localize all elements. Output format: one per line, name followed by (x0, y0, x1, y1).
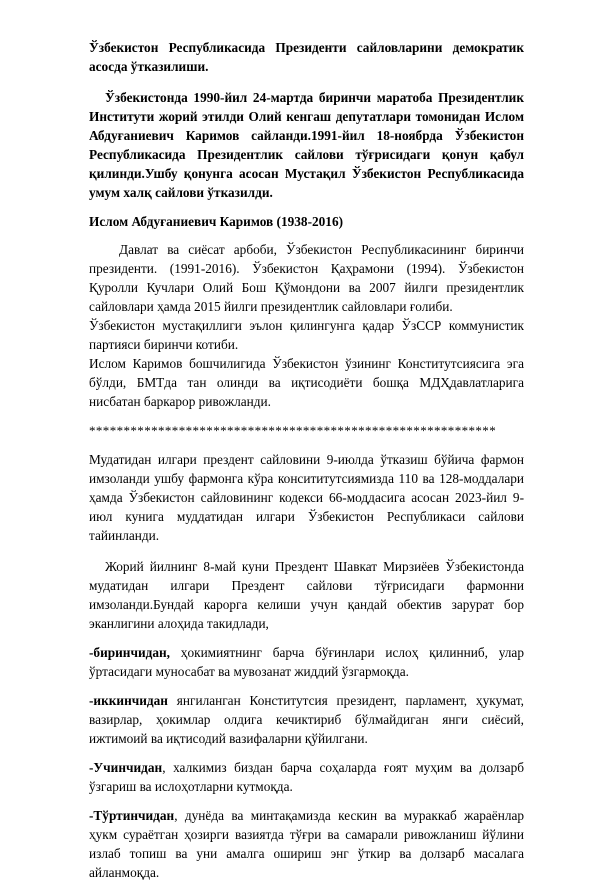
biography-line: Ўзбекистон мустақиллиги эълон қилингунга қадар ЎзССР коммунистик партияси биринчи котиби. (89, 318, 524, 352)
reason-lead: -биринчидан, (89, 645, 170, 660)
biography-block (89, 240, 524, 411)
reason-lead: -Тўртинчидан (89, 808, 175, 823)
separator: *********************************************************** (89, 423, 497, 438)
decree-paragraph: Жорий йилнинг 8-май куни Прездент Шавкат Мирзиёев Ўзбекистонда мудатидан илгари Прездент сайлови тўғрисидаги фармонни имзоланди.Бундай карорга келиши учун қандай обектив зарурат бор эканлигини алоҳида такидлади, (89, 559, 524, 631)
reason-item (89, 643, 524, 681)
reason-text: , дунёда ва минтақамизда кескин ва мураккаб жараёнлар ҳукм сураётган ҳозирги вазиятда тўғри ва самарали ривожланиш йўлини излаб топиш ва уни амалга ошириш энг ўткир ва долзарб масалага айланмоқда. (89, 808, 524, 880)
reason-item (89, 691, 524, 748)
reason-text: ҳокимиятнинг барча бўғинлари ислоҳ қилинниб, улар ўртасидаги муносабат ва мувозанат жиддий ўзгармоқда. (89, 645, 524, 679)
document-heading: Ўзбекистон Республикасида Президенти сайловларини демократик асосда ўтказилиши. (89, 40, 524, 74)
reason-lead: -Учинчидан (89, 760, 163, 775)
reason-text: , халкимиз биздан барча соҳаларда ғоят муҳим ва долзарб ўзгариш ва ислоҳотларни кутмоқда. (89, 760, 524, 794)
biography-line: Давлат ва сиёсат арбоби, Ўзбекистон Республикасининг биринчи президенти. (1991-2016). Ўзбекистон Қаҳрамони (1994). Ўзбекистон Қуролли Кучлари Олий Бош Қўмондони ва 2007 йилги президентлик сайловлари ҳамда 2015 йилги президентлик сайловлари ғолиби. (89, 242, 524, 314)
biography-line: Ислом Каримов бошчилигида Ўзбекистон ўзининг Конститутсиясига эга бўлди, БМТда тан олинди ва иқтисодиёти бошқа МДҲдавлатларига нисбатан баркарор ривожланди. (89, 356, 524, 409)
document-page (89, 38, 524, 882)
reason-text: янгиланган Конститутсия президент, парламент, ҳукумат, вазирлар, ҳокимлар олдига кечиктириб бўлмайдиган янги сиёсий, ижтимоий ва иқтисодий вазифаларни қўйилгани. (89, 693, 524, 746)
reason-item (89, 758, 524, 796)
reason-item (89, 806, 524, 882)
person-heading: Ислом Абдуғаниевич Каримов (1938-2016) (89, 214, 344, 229)
term-paragraph: Мудатидан илгари прездент сайловини 9-июлда ўтказиш бўйича фармон имзоланди ушбу фармонга кўра консититутсиямизда 110 ва 128-моддалари ҳамда Ўзбекистон сайловининг кодекси 66-моддасига асосан 2023-йил 9-июл кунига муддатидан илгари Ўзбекистон Республикаси сайлови тайинланди. (89, 452, 524, 543)
intro-paragraph: Ўзбекистонда 1990-йил 24-мартда биринчи маратоба Президентлик Институти жорий этилди Олий кенгаш депутатлари томонидан Ислом Абдуғаниевич Каримов сайланди.1991-йил 18-ноябрда Ўзбекистон Республикасида Президентлик сайлови тўғрисидаги қонун қабул қилинди.Ушбу қонунга асосан Мустақил Ўзбекистон Республикасида умум халқ сайлови ўтказилди. (89, 90, 524, 200)
reason-lead: -иккинчидан (89, 693, 168, 708)
